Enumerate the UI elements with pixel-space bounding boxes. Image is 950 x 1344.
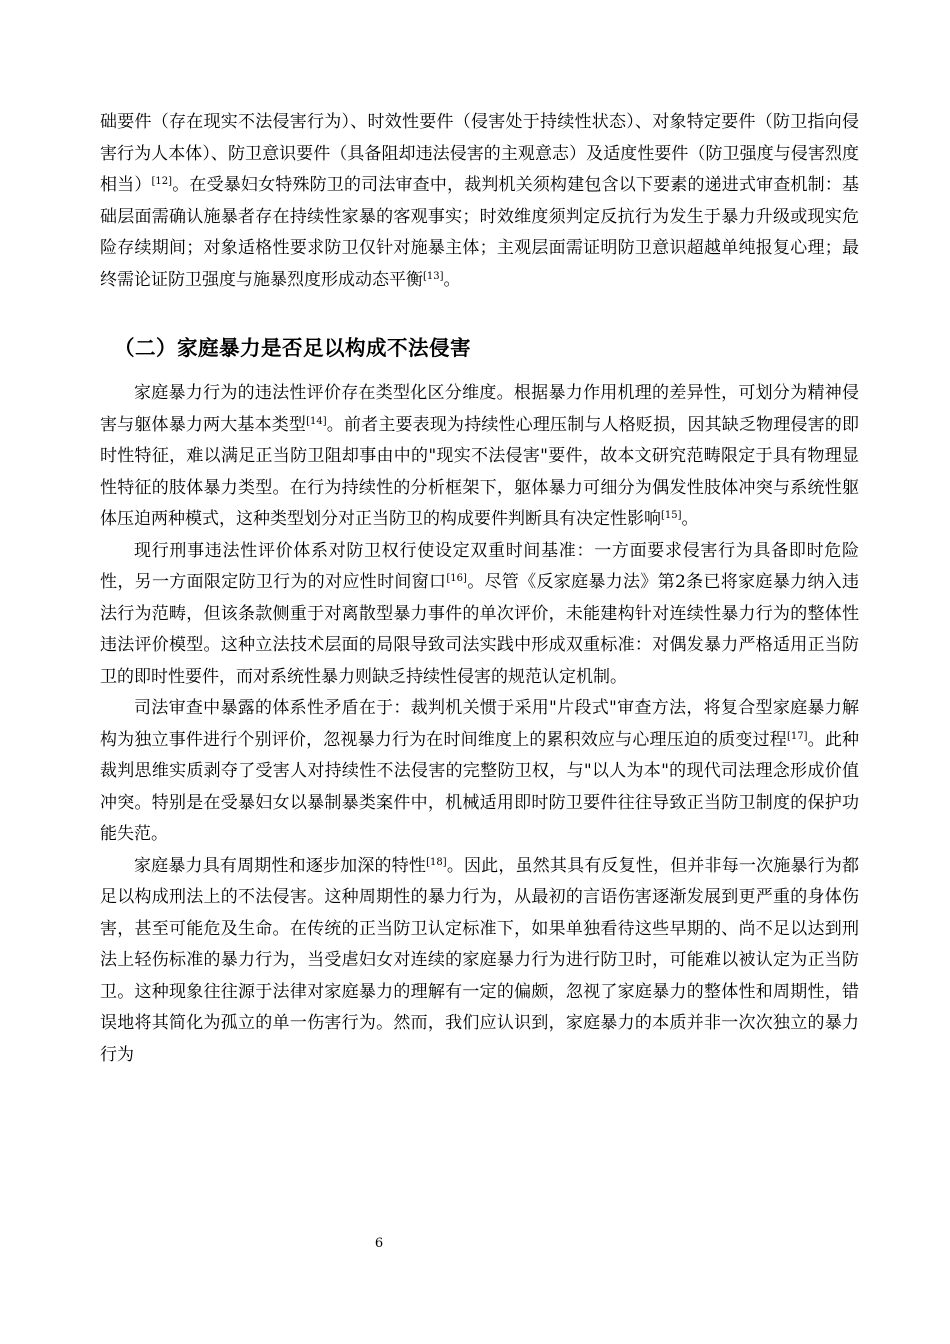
text-run: 家庭暴力行为的违法性评价存在类型化区分维度。根据暴力作用机理的差异性，可划分为精神侵害与躯体暴力两大基本类型 <box>100 383 859 435</box>
text-run: 。 <box>443 269 461 290</box>
text-run: 。尽管《反家庭暴力法》第2条已将家庭暴力纳入违法行为范畴，但该条款侧重于对离散型暴力事件的单次评价，未能建构针对连续性暴力行为的整体性违法评价模型。这种立法技术层面的局限导致司法实践中形成双重标准：对偶发暴力严格适用正当防卫的即时性要件，而对系统性暴力则缺乏持续性侵害的规范认定机制。 <box>100 572 859 687</box>
paragraph-0 <box>100 107 859 296</box>
text-run: 。在受暴妇女特殊防卫的司法审查中，裁判机关须构建包含以下要素的递进式审查机制：基础层面需确认施暴者存在持续性家暴的客观事实；时效维度须判定反抗行为发生于暴力升级或现实危险存续期间；对象适格性要求防卫仅针对施暴主体；主观层面需证明防卫意识超越单纯报复心理；最终需论证防卫强度与施暴烈度形成动态平衡 <box>100 175 860 290</box>
citation-marker: [15] <box>661 510 682 521</box>
text-run: 司法审查中暴露的体系性矛盾在于：裁判机关惯于采用"片段式"审查方法，将复合型家庭暴力解构为独立事件进行个别评价，忽视暴力行为在时间维度上的累积效应与心理压迫的质变过程 <box>100 698 859 750</box>
paragraph-4 <box>100 851 859 1072</box>
text-run: 。前者主要表现为持续性心理压制与人格贬损，因其缺乏物理侵害的即时性特征，难以满足正当防卫阻却事由中的"现实不法侵害"要件，故本文研究范畴限定于具有物理显性特征的肢体暴力类型。在行为持续性的分析框架下，躯体暴力可细分为偶发性肢体冲突与系统性躯体压迫两种模式，这种类型划分对正当防卫的构成要件判断具有决定性影响 <box>100 414 860 529</box>
citation-marker: [14] <box>306 415 327 427</box>
text-run: 。 <box>681 509 699 529</box>
paragraph-2 <box>100 536 859 694</box>
section-heading: （二）家庭暴力是否足以构成不法侵害 <box>114 336 471 360</box>
paragraph-3 <box>100 693 859 851</box>
citation-marker: [12] <box>151 176 173 187</box>
citation-marker: [13] <box>423 270 444 282</box>
paragraph-1 <box>100 378 859 536</box>
page-number: 6 <box>374 1236 384 1251</box>
text-run: 。此种裁判思维实质剥夺了受害人对持续性不法侵害的完整防卫权，与"以人为本"的现代司法理念形成价值冲突。特别是在受暴妇女以暴制暴类案件中，机械适用即时防卫要件往往导致正当防卫制度的保护功能失范。 <box>100 729 860 844</box>
text-run: 现行刑事违法性评价体系对防卫权行使设定双重时间基准：一方面要求侵害行为具备即时危险性，另一方面限定防卫行为的对应性时间窗口 <box>100 540 859 592</box>
citation-marker: [17] <box>786 730 808 742</box>
text-run: 础要件（存在现实不法侵害行为）、时效性要件（侵害处于持续性状态）、对象特定要件（防卫指向侵害行为人本体）、防卫意识要件（具备阻却违法侵害的主观意志）及适度性要件（防卫强度与侵害烈度相当） <box>100 112 859 195</box>
text-run: 。因此，虽然其具有反复性，但并非每一次施暴行为都足以构成刑法上的不法侵害。这种周期性的暴力行为，从最初的言语伤害逐渐发展到更严重的身体伤害，甚至可能危及生命。在传统的正当防卫认定标准下，如果单独看待这些早期的、尚不足以达到刑法上轻伤标准的暴力行为，当受虐妇女对连续的家庭暴力行为进行防卫时，可能难以被认定为正当防卫。这种现象往往源于法律对家庭暴力的理解有一定的偏颇，忽视了家庭暴力的整体性和周期性，错误地将其简化为孤立的单一伤害行为。然而，我们应认识到，家庭暴力的本质并非一次次独立的暴力行为 <box>100 855 860 1065</box>
citation-marker: [16] <box>446 573 467 584</box>
text-run: 家庭暴力具有周期性和逐步加深的特性 <box>134 855 427 876</box>
page-body <box>100 107 859 1071</box>
citation-marker: [18] <box>426 856 447 868</box>
